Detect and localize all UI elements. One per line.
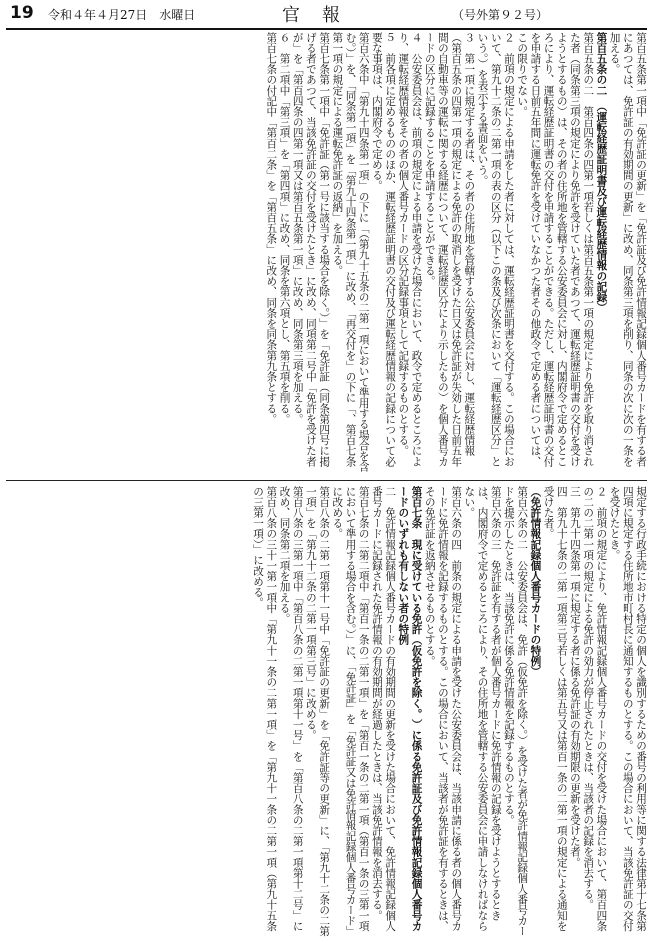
text-paragraph: 第百七条の付記中「第百二条」を「第百五条」に改め、同条を同条第九条とする。 (265, 32, 278, 425)
extra-issue-number: （号外第９２号） (452, 8, 549, 22)
text-paragraph: 第百五条第一項中「免許証の更新」を「免許証及び免許情報記録個人番号カードを有する者にあつては、免許証の有効期間の更新」に改め、同条第三項を削り、同条の次に次の一条を加える。 (608, 32, 647, 467)
section-divider (6, 480, 647, 481)
text-paragraph: 二 免許情報記録個人番号カードの有効期間の更新を受けた場合において、免許情報記録個人番号カードに記録された免許情報の有効期間が経過したときは、当該免許情報を消去する。 (370, 486, 397, 932)
issue-date: 令和４年４月27日 水曜日 (48, 8, 196, 22)
text-paragraph: ６ 第二項中「第三項」を「第四項」に改め、同条を第六項とし、第五項を削る。 (278, 32, 291, 425)
publication-title: 官報 (282, 5, 362, 26)
text-paragraph: 第百七条の二第二項中「第百一条の二第一項」を「第百一条の二第一項（第百一条の三第一項において準用する場合を含む。）」に、「免許証」を「免許証又は免許情報記録個人番号カード」に改める。 (331, 486, 370, 937)
text-paragraph: 第百八条の二第一項第十一号中「免許証の更新」を「免許証等の更新」に、「第九十二条の二第一項」を「第九十二条の二第一項第三号」に改める。 (304, 486, 331, 937)
header-rule (6, 28, 647, 30)
bottom-text-block (6, 486, 647, 938)
article-heading: （免許情報記録個人番号カードの特例） (529, 486, 542, 677)
text-paragraph: ３ 第一項に規定する者は、その者の住所地を管轄する公安委員会に対し、運転経歴情報（第百五条の四第一項の規定による免許の取消しを受けた日又は免許証が失効した日前五年間の自動車等の運転に関する経歴について、運転経歴区分により示したもの）を個人番号カードの区分に記録することを申請することができる。 (423, 32, 476, 467)
text-paragraph: 第百六条の三 免許証を有する者が個人番号カードに免許情報の記録を受けようとするときは、内閣府令で定めるところにより、その住所地を管轄する公安委員会に申請しなければならない。 (463, 486, 502, 932)
text-paragraph: 三 第九十四条第一項に規定する者に係る免許証の有効期限の更新を受けた者。 (568, 486, 581, 868)
text-paragraph: 第百八条の三十一第一項中「第九十一条の二第一項」を「第九十一条の二第一項（第九十五条の三第一項）」に改める。 (252, 486, 278, 932)
text-paragraph: 四 第九十七条の二第一項第三号若しくは第五号又は第百一条の二第一項の規定による通知を受けた者。 (542, 486, 568, 932)
text-paragraph: 第百六条の四 前条の規定による申請を受けた公安委員会は、当該申請に係る者の個人番号カードに免許情報を記録するものとする。この場合において、当該者が免許証を有するときは、その免許証を返納させるものとする。 (423, 486, 463, 932)
text-paragraph: ２ 前項の規定により、免許情報記録個人番号カードの交付を受けた場合において、第百四条の二の二第一項の規定による免許の効力が停止されたときは、当該者の記録を消去する。 (582, 486, 608, 932)
text-paragraph: ４ 公安委員会は、前項の規定による申請を受けた場合において、政令で定めるところにより、運転経歴情報をその者の個人番号カードの区分記録事項として記録するものとする。 (397, 32, 423, 467)
article-heading: 第百五条の二 （運転経歴証明書及び運転経歴情報の記録） (595, 32, 608, 313)
text-paragraph: 規定する行政手続における特定の個人を識別するための番号の利用等に関する法律第十七条第四項に規定する住所地市町村長に通知するものとする。この場合において、当該免許証の交付を受けたとき。 (608, 486, 647, 932)
text-paragraph: ２ 前項の規定による申請をした者に対しては、運転経歴証明書を交付する。この場合において、第九十二条の二第一項の表の区分（以下この条及び次条において「運転経歴区分」という。）を表示する書面をいう。 (476, 32, 515, 467)
top-text-block (6, 32, 647, 477)
text-paragraph: 第百七条第一項中「免許証（第一号に該当する場合を除く。）」を「免許証（同条第四号に掲げる者であつて、当該免許証の交付を受けたとき」に改め、同項第二号中「免許を受けた者が」を「第百四条の四第一項又は第百五条第一項」に改め、同条第三項を加える。 (291, 32, 331, 467)
page-number: 19 (10, 3, 34, 23)
text-paragraph: 第百六条中「第九十四条第一項」の下に「（第九十五条の二第一項において準用する場合を含む。）」を、「同条第一項」を「第九十四条第一項」に改め、「再交付を」の下に「、第百七条第一項の規定による運転免許証の返納」を加える。 (331, 32, 370, 472)
text-paragraph: 第百五条の二 第百四条の四第一項若しくは第百五条第一項の規定により免許を取り消された者（同条第三項の規定により免許を受けていた者であつて、運転経歴証明書の交付を受けようとするもの）は、その者の住所地を管轄する公安委員会に対し、内閣府令で定めるところにより、運転経歴証明書の交付を申請することができる。ただし、運転経歴証明書の交付を申請する日前五年間に運転免許を受けていなかつた者その他政令で定める者については、この限りでない。 (516, 32, 595, 467)
article-heading: 第百七条 現に受けている免許（仮免許を除く。）に係る免許証及び免許情報記録個人番号カードのいずれも有しない者の特例 (397, 486, 423, 932)
text-paragraph: 第百八条の三第一項中「第百八条の二第一項第十一号」を「第百八条の二第一項第十二号」に改め、同条第二項を加える。 (278, 486, 304, 932)
text-paragraph: ５ 前各項に定めるもののほか、運転経歴証明書の交付及び運転経歴情報の記録について必要な事項は、内閣府令で定める。 (370, 32, 397, 467)
text-paragraph: 第百六条の二 公安委員会は、免許（仮免許を除く。）を受けた者が免許情報記録個人番号カードを提示したときは、当該免許に係る免許情報を記録するものとする。 (502, 486, 529, 937)
page-header (0, 0, 653, 28)
